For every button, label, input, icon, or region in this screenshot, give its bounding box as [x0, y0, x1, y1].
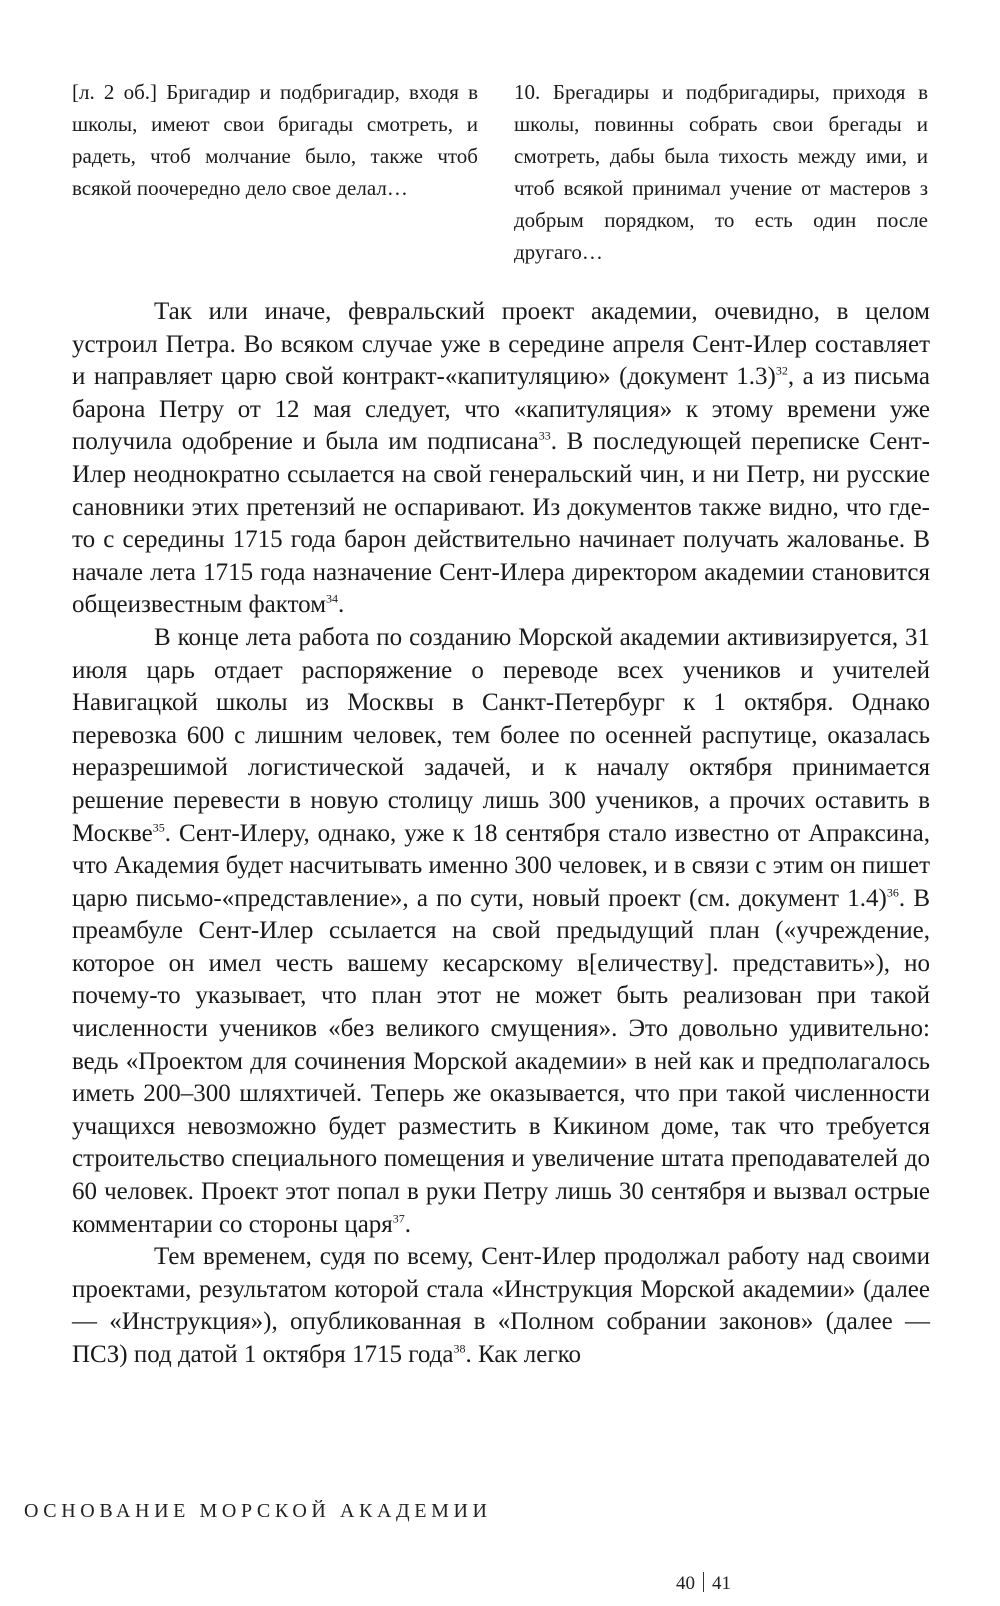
running-head: ОСНОВАНИЕ МОРСКОЙ АКАДЕМИИ — [24, 1500, 492, 1522]
page-number-left: 40 — [676, 1573, 695, 1594]
footnote-ref-36[interactable]: 36 — [886, 885, 899, 900]
text-segment: . В последующей переписке Сент-Илер неоднократно ссылается на свой генеральский чин, и ни Петр, ни русские сановники этих претензий не оспаривают. Из документов также видно, что где-то с середины 1715 года барон действительно начинает получать жалованье. В начале лета 1715 года назначение Сент-Илера директором академии становится общеизвестным фактом — [72, 428, 930, 619]
text-segment: . Как легко — [465, 1341, 582, 1368]
paragraph-2 — [72, 622, 930, 1241]
text-segment: . — [404, 1210, 412, 1238]
text-segment: В конце лета работа по созданию Морской академии активизируется, 31 июля царь отдает распоряжение о переводе всех учеников и учителей Навигацкой школы из Москвы в Санкт-Петербург к 1 октября. Однако перевозка 600 с лишним человек, тем более по осенней распутице, оказалась неразрешимой логистической задачей, и к началу октября принимается решение перевести в новую столицу лишь 300 учеников, а прочих оставить в Москве — [72, 623, 930, 847]
paragraph-3 — [72, 1241, 930, 1371]
paragraph-1 — [72, 296, 930, 622]
text-segment: Тем временем, судя по всему, Сент-Илер продолжал работу над своими проектами, результатом которой стала «Инструкция Морской академии» (далее — «Инструкция»), опубликованная в «Полном собрании законов» (далее — ПСЗ) под датой 1 октября 1715 года — [72, 1243, 930, 1368]
text-segment: . Сент-Илеру, однако, уже к 18 сентября стало известно от Апраксина, что Академия будет насчитывать именно 300 человек, и в связи с этим он пишет царю письмо-«представление», а по сути, новый проект (см. документ 1.4) — [72, 819, 930, 912]
footnote-ref-37[interactable]: 37 — [392, 1211, 405, 1226]
quote-column-left — [72, 76, 478, 204]
text-segment: . — [338, 591, 345, 619]
page-number-divider — [703, 1572, 704, 1592]
page-numbers — [676, 1572, 731, 1595]
text-segment: . В преамбуле Сент-Илер ссылается на свой предыдущий план («учреждение, которое он имел честь вашему кесарскому в[еличеству]. представить»), но почему-то указывает, что план этот не может быть реализован при такой численности учеников «без великого смущения». Это довольно удивительно: ведь «Проектом для сочинения Морской академии» в ней как и предполагалось иметь 200–300 шляхтичей. Теперь же оказывается, что при такой численности учащихся невозможно будет разместить в Кикином доме, так что требуется строительство специального помещения и увеличение штата преподавателей до 60 человек. Проект этот попал в руки Петру лишь 30 сентября и вызвал острые комментарии со стороны царя — [72, 884, 930, 1238]
text-segment: Так или иначе, февральский проект академии, очевидно, в целом устроил Петра. Во всяком случае уже в середине апреля Сент-Илер составляет и направляет царю свой контракт-«капитуляцию» (документ 1.3) — [72, 298, 930, 391]
main-text — [72, 296, 930, 1372]
footnote-ref-34[interactable]: 34 — [326, 592, 339, 607]
quote-column-right — [514, 76, 928, 268]
page-number-right: 41 — [712, 1573, 731, 1594]
text-segment: , а из письма барона Петру от 12 мая следует, что «капитуляция» к этому времени уже получила одобрение и была им подписана — [72, 363, 930, 456]
quote-text-right: 10. Брегадиры и подбригадиры, приходя в школы, повинны собрать свои брегады и смотреть, дабы была тихость между ими, и чтоб всякой принимал учение от мастеров з добрым порядком, то есть один после другаго… — [514, 80, 928, 264]
footnote-ref-33[interactable]: 33 — [538, 429, 551, 444]
quote-text-left: [л. 2 об.] Бригадир и подбригадир, входя в школы, имеют свои бригады смотреть, и радеть, чтоб молчание было, также чтоб всякой поочередно дело свое делал… — [72, 80, 478, 200]
footnote-ref-38[interactable]: 38 — [453, 1341, 466, 1356]
footnote-ref-32[interactable]: 32 — [775, 363, 788, 378]
footnote-ref-35[interactable]: 35 — [152, 820, 165, 835]
